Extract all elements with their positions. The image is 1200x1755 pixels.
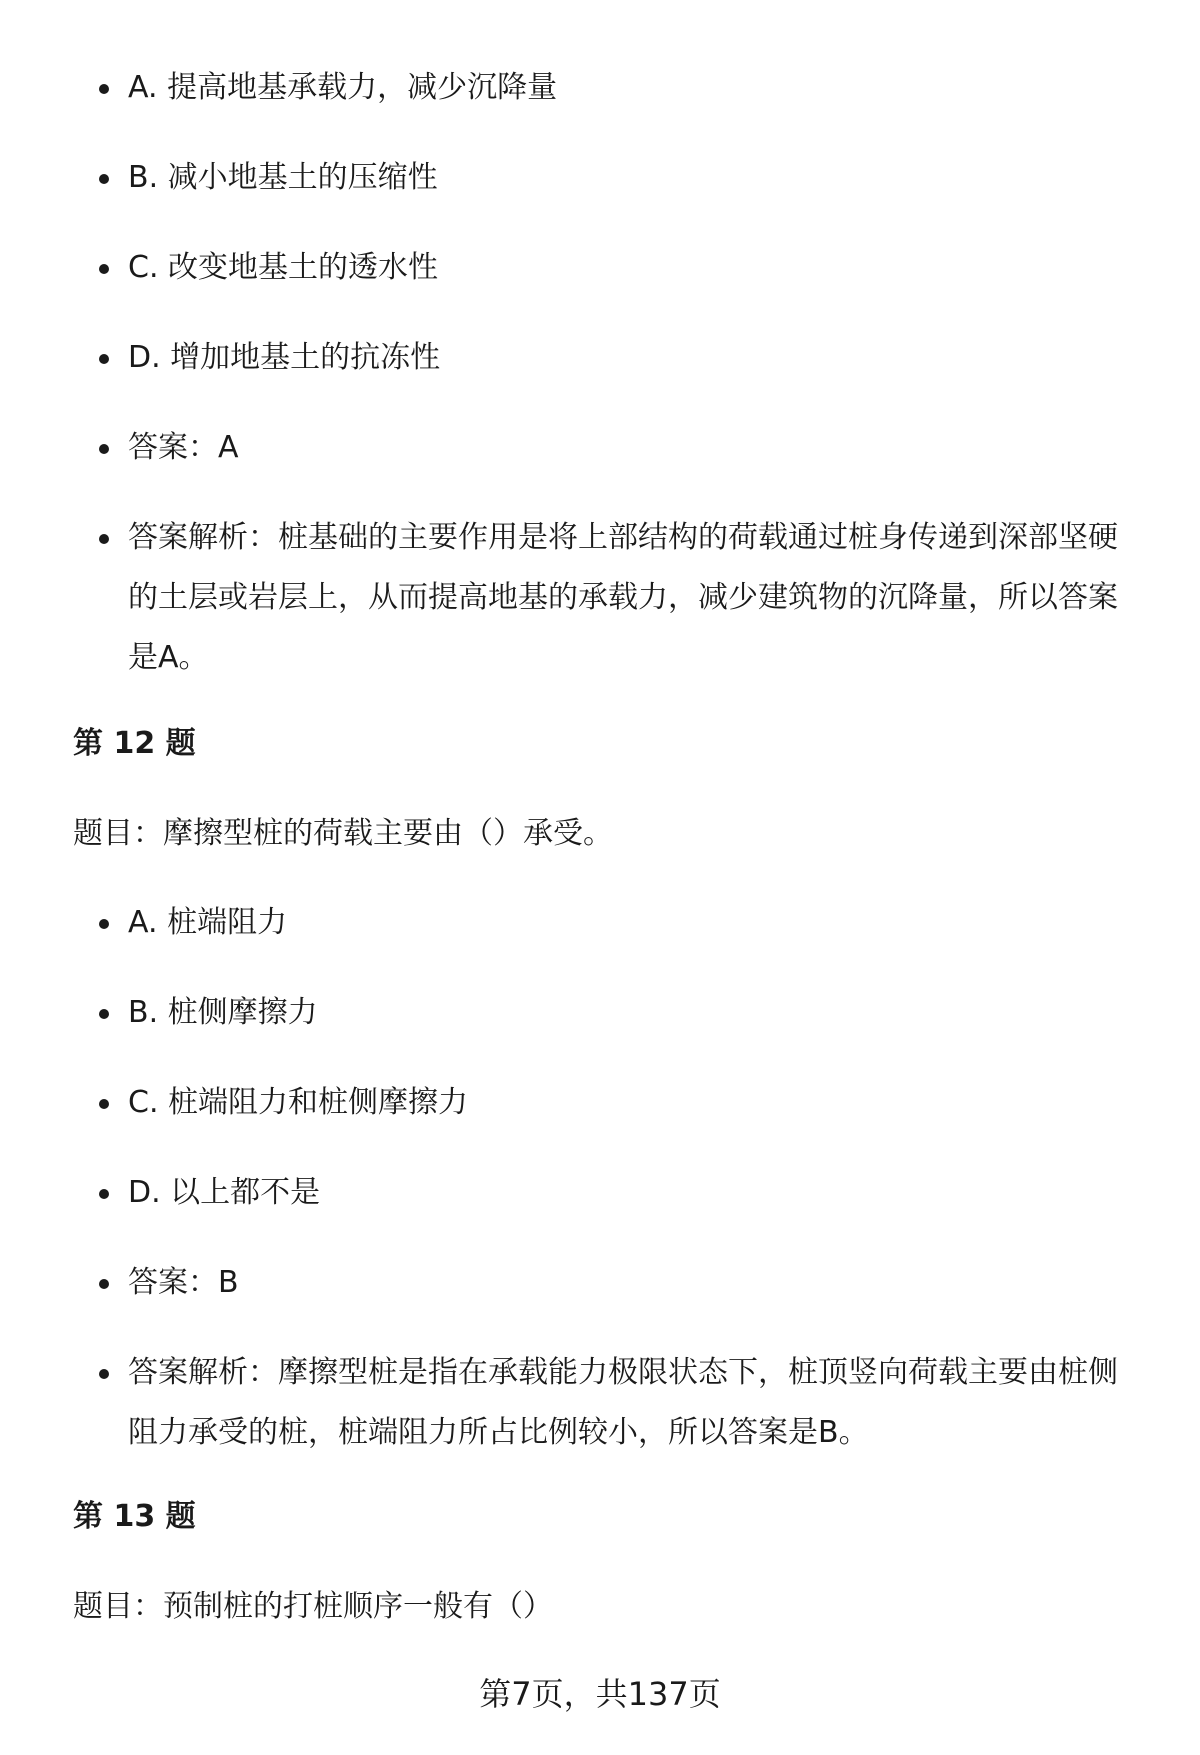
- option-d: D. 增加地基土的抗冻性: [0, 328, 1200, 388]
- answer: 答案：A: [0, 418, 1200, 478]
- question-text: 题目：摩擦型桩的荷载主要由（）承受。: [73, 816, 613, 851]
- answer-explanation: 答案解析：摩擦型桩是指在承载能力极限状态下，桩顶竖向荷载主要由桩侧阻力承受的桩，桩端阻力所占比例较小，所以答案是B。: [0, 1343, 1200, 1463]
- option-a: A. 提高地基承载力，减少沉降量: [0, 58, 1200, 118]
- option-a: A. 桩端阻力: [0, 893, 1200, 953]
- option-list: [0, 893, 1200, 1493]
- option-d: D. 以上都不是: [0, 1163, 1200, 1223]
- answer: 答案：B: [0, 1253, 1200, 1313]
- option-c: C. 桩端阻力和桩侧摩擦力: [0, 1073, 1200, 1133]
- question-text: 题目：预制桩的打桩顺序一般有（）: [73, 1589, 553, 1624]
- page-number: 第7页，共137页: [479, 1675, 721, 1713]
- option-b: B. 减小地基土的压缩性: [0, 148, 1200, 208]
- question-heading: 第 12 题: [73, 726, 196, 761]
- option-c: C. 改变地基土的透水性: [0, 238, 1200, 298]
- answer-explanation: 答案解析：桩基础的主要作用是将上部结构的荷载通过桩身传递到深部坚硬的土层或岩层上，从而提高地基的承载力，减少建筑物的沉降量，所以答案是A。: [0, 508, 1200, 688]
- option-b: B. 桩侧摩擦力: [0, 983, 1200, 1043]
- question-heading: 第 13 题: [73, 1499, 196, 1534]
- option-list: [0, 58, 1200, 718]
